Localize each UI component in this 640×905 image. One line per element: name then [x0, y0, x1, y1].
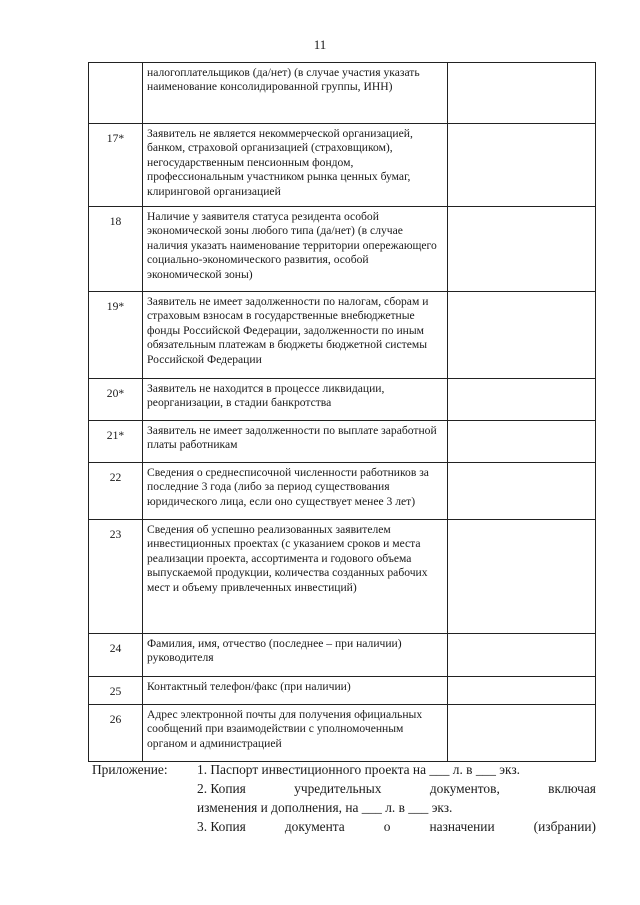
row-number: 25 — [89, 677, 143, 705]
table-row — [89, 520, 596, 634]
appendix-word: о — [383, 819, 391, 834]
table-row — [89, 124, 596, 207]
row-description: Адрес электронной почты для получения официальных сообщений при взаимодействии с уполномоченным органом и администрацией — [143, 705, 448, 762]
row-description: Сведения об успешно реализованных заявителем инвестиционных проектах (с указанием сроков и места реализации проекта, ассортимента и годового объема выпускаемой продукции, количества созданных рабочих мест и объему привлеченных инвестиций) — [143, 520, 448, 634]
appendix-word: (избрании) — [533, 819, 596, 834]
row-description: Контактный телефон/факс (при наличии) — [143, 677, 448, 705]
row-description: налогоплательщиков (да/нет) (в случае участия указать наименование консолидированной группы, ИНН) — [143, 63, 448, 124]
row-value-cell[interactable] — [448, 705, 596, 762]
row-number: 24 — [89, 634, 143, 677]
page-number: 11 — [313, 37, 327, 52]
appendix-word: 2. Копия — [197, 781, 246, 796]
row-description: Сведения о среднесписочной численности работников за последние 3 года (либо за период существования юридического лица, если оно существует менее 3 лет) — [143, 463, 448, 520]
appendix-item-2-line — [197, 779, 596, 798]
appendix-word: учредительных — [294, 781, 382, 796]
appendix-item-3-line — [197, 817, 596, 836]
row-number: 17* — [89, 124, 143, 207]
table-row — [89, 421, 596, 463]
row-value-cell[interactable] — [448, 463, 596, 520]
table-row — [89, 634, 596, 677]
row-value-cell[interactable] — [448, 421, 596, 463]
appendix-label: Приложение: — [92, 762, 168, 777]
appendix-word: назначении — [429, 819, 495, 834]
row-description: Заявитель не является некоммерческой организацией, банком, страховой организацией (страховщиком), негосударственным пенсионным фондом, профессиональным участником рынка ценных бумаг, клиринговой организацией — [143, 124, 448, 207]
row-number: 20* — [89, 379, 143, 421]
table-row — [89, 292, 596, 379]
row-number: 21* — [89, 421, 143, 463]
row-description: Заявитель не имеет задолженности по выплате заработной платы работникам — [143, 421, 448, 463]
table-row — [89, 705, 596, 762]
row-description: Заявитель не находится в процессе ликвидации, реорганизации, в стадии банкротства — [143, 379, 448, 421]
row-number: 19* — [89, 292, 143, 379]
appendix-word: 3. Копия — [197, 819, 246, 834]
appendix-item-2-continued: изменения и дополнения, на ___ л. в ___ экз. — [197, 800, 453, 815]
table-row — [89, 63, 596, 124]
table-row — [89, 677, 596, 705]
row-number — [89, 63, 143, 124]
row-value-cell[interactable] — [448, 634, 596, 677]
row-value-cell[interactable] — [448, 124, 596, 207]
row-value-cell[interactable] — [448, 520, 596, 634]
row-description: Заявитель не имеет задолженности по налогам, сборам и страховым взносам в государственные внебюджетные фонды Российской Федерации, задолженности по иным обязательным платежам в бюджеты бюджетной системы Российской Федерации — [143, 292, 448, 379]
row-description: Наличие у заявителя статуса резидента особой экономической зоны любого типа (да/нет) (в случае наличия указать наименование территории опережающего социально-экономического развития, особой экономической зоны) — [143, 207, 448, 292]
row-number: 22 — [89, 463, 143, 520]
row-value-cell[interactable] — [448, 63, 596, 124]
appendix-word: включая — [548, 781, 596, 796]
row-description: Фамилия, имя, отчество (последнее – при наличии) руководителя — [143, 634, 448, 677]
row-value-cell[interactable] — [448, 292, 596, 379]
appendix-word: документа — [284, 819, 345, 834]
table-row — [89, 463, 596, 520]
table-row — [89, 379, 596, 421]
row-value-cell[interactable] — [448, 677, 596, 705]
table-row — [89, 207, 596, 292]
appendix-item-1: 1. Паспорт инвестиционного проекта на ___ л. в ___ экз. — [197, 762, 520, 777]
row-number: 23 — [89, 520, 143, 634]
row-value-cell[interactable] — [448, 379, 596, 421]
row-number: 26 — [89, 705, 143, 762]
application-form-table — [88, 62, 596, 762]
row-number: 18 — [89, 207, 143, 292]
appendix-items — [197, 760, 596, 836]
appendix-word: документов, — [429, 781, 500, 796]
row-value-cell[interactable] — [448, 207, 596, 292]
